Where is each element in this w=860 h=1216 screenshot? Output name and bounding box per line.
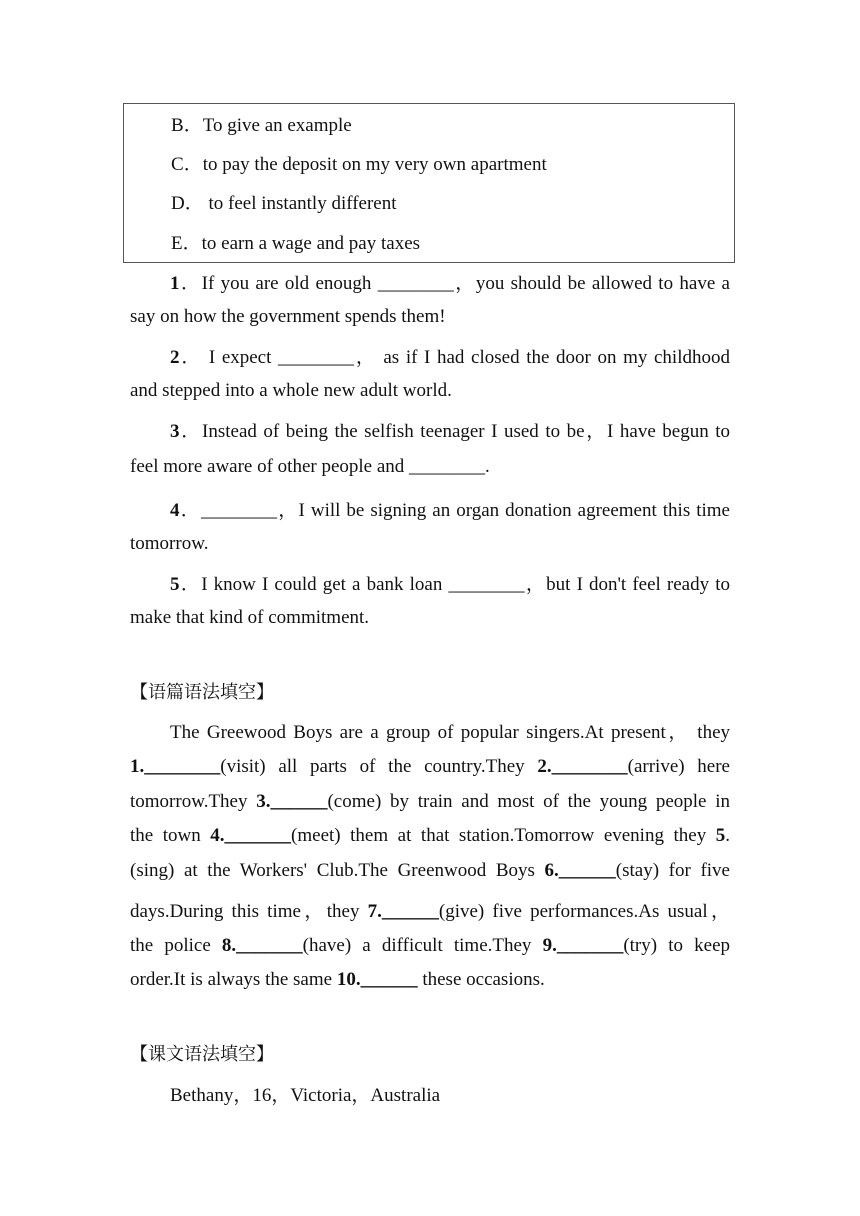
question-1-line-2: say on how the government spends them! <box>130 306 446 327</box>
question-5-line-1: 5．I know I could get a bank loan ________，but I don't feel ready to <box>170 574 730 595</box>
question-2-line-2: and stepped into a whole new adult world. <box>130 380 452 401</box>
passage-line-1: The Greewood Boys are a group of popular singers.At present， they <box>170 722 730 743</box>
option-d: D． to feel instantly different <box>171 193 397 214</box>
option-e: E．to earn a wage and pay taxes <box>171 233 421 254</box>
section-heading-text-grammar: 【课文语法填空】 <box>130 1044 274 1065</box>
section2-line-1: Bethany，16，Victoria，Australia <box>170 1085 441 1106</box>
option-b: B．To give an example <box>171 115 352 136</box>
passage-line-3: tomorrow.They 3.______(come) by train and most of the young people in <box>130 791 730 812</box>
question-3-line-2: feel more aware of other people and ________. <box>130 456 490 477</box>
passage-line-6: days.During this time，they 7.______(give) five performances.As usual， <box>130 901 731 922</box>
question-3-line-1: 3．Instead of being the selfish teenager I used to be，I have begun to <box>170 421 730 442</box>
option-c: C．to pay the deposit on my very own apartment <box>171 154 547 175</box>
passage-line-2: 1.________(visit) all parts of the country.They 2.________(arrive) here <box>130 756 730 777</box>
passage-line-7: the police 8._______(have) a difficult time.They 9._______(try) to keep <box>130 935 731 956</box>
options-box <box>123 103 735 263</box>
question-5-line-2: make that kind of commitment. <box>130 607 370 628</box>
question-2-line-1: 2． I expect ________， as if I had closed the door on my childhood <box>170 347 730 368</box>
question-4-line-2: tomorrow. <box>130 533 209 554</box>
passage-line-5: (sing) at the Workers' Club.The Greenwood Boys 6.______(stay) for five <box>130 860 730 881</box>
passage-line-8: order.It is always the same 10.______ these occasions. <box>130 969 545 990</box>
section-heading-discourse-grammar: 【语篇语法填空】 <box>130 682 274 703</box>
question-1-line-1: 1．If you are old enough ________，you should be allowed to have a <box>170 273 730 294</box>
question-4-line-1: 4．________，I will be signing an organ donation agreement this time <box>170 500 730 521</box>
passage-line-4: the town 4._______(meet) them at that station.Tomorrow evening they 5. <box>130 825 730 846</box>
